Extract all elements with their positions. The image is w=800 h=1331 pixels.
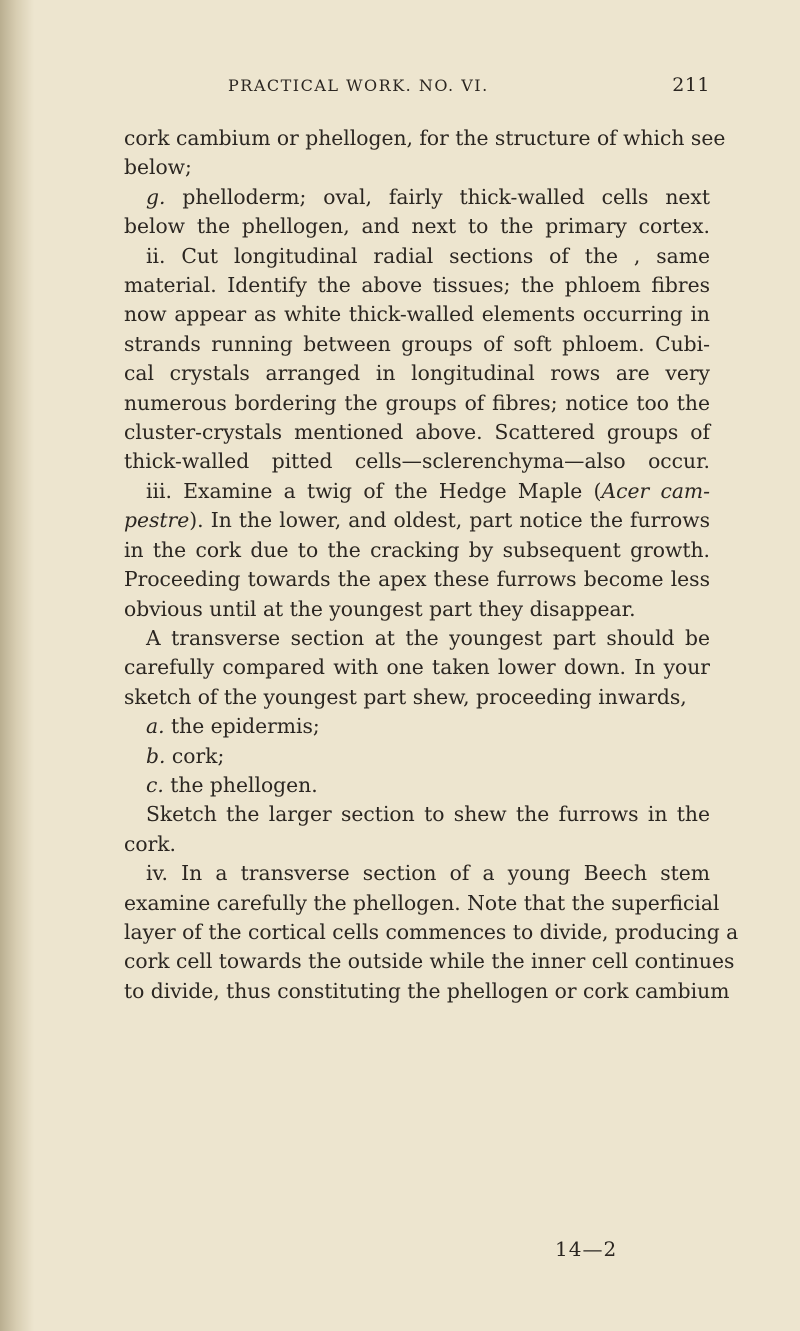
text-line: pestre). In the lower, and oldest, part notice the furrows bbox=[124, 508, 710, 533]
text-line: carefully compared with one taken lower down. In your bbox=[124, 655, 710, 680]
text-line: cluster-crystals mentioned above. Scattered groups of bbox=[124, 420, 710, 445]
text-line: cork cambium or phellogen, for the structure of which see bbox=[124, 126, 726, 150]
text-line: examine carefully the phellogen. Note that the superficial bbox=[124, 890, 720, 915]
list-item: a. the epidermis; bbox=[146, 714, 320, 739]
list-item: b. cork; bbox=[146, 743, 225, 768]
page-number: 211 bbox=[672, 74, 710, 96]
list-item: c. the phellogen. bbox=[146, 772, 318, 797]
text-line: cal crystals arranged in longitudinal rows are very bbox=[124, 361, 710, 386]
text-line: iv. In a transverse section of a young Beech stem bbox=[146, 861, 710, 886]
text-line: thick-walled pitted cells—sclerenchyma—also occur. bbox=[124, 449, 710, 474]
text-line: ii. Cut longitudinal radial sections of the , same bbox=[146, 243, 710, 268]
text-line: strands running between groups of soft phloem. Cubi- bbox=[124, 331, 710, 356]
text-line: to divide, thus constituting the phellogen or cork cambium bbox=[124, 978, 730, 1003]
text-line: in the cork due to the cracking by subsequent growth. bbox=[124, 537, 710, 562]
body-text bbox=[124, 124, 739, 1006]
text-line: numerous bordering the groups of fibres; notice too the bbox=[124, 390, 710, 415]
text-line: g. phelloderm; oval, fairly thick-walled cells next bbox=[146, 184, 710, 209]
text-line: Proceeding towards the apex these furrows become less bbox=[124, 567, 710, 592]
text-line: material. Identify the above tissues; the phloem fibres bbox=[124, 273, 710, 298]
text-line: obvious until at the youngest part they disappear. bbox=[124, 596, 636, 621]
text-line: sketch of the youngest part shew, proceeding inwards, bbox=[124, 684, 687, 709]
page-header bbox=[228, 74, 710, 96]
text-line: below the phellogen, and next to the primary cortex. bbox=[124, 214, 710, 239]
running-head: PRACTICAL WORK. NO. VI. bbox=[228, 76, 489, 95]
text-line: A transverse section at the youngest part should be bbox=[146, 625, 710, 650]
text-line: cork. bbox=[124, 831, 177, 856]
text-line: cork cell towards the outside while the inner cell continues bbox=[124, 949, 735, 974]
text-line: Sketch the larger section to shew the furrows in the bbox=[146, 802, 710, 827]
signature-mark: 14—2 bbox=[555, 1237, 618, 1261]
text-line: now appear as white thick-walled elements occurring in bbox=[124, 302, 710, 327]
text-line: below; bbox=[124, 155, 192, 180]
text-line: iii. Examine a twig of the Hedge Maple (Acer cam- bbox=[146, 478, 711, 503]
text-line: layer of the cortical cells commences to divide, producing a bbox=[124, 919, 739, 944]
